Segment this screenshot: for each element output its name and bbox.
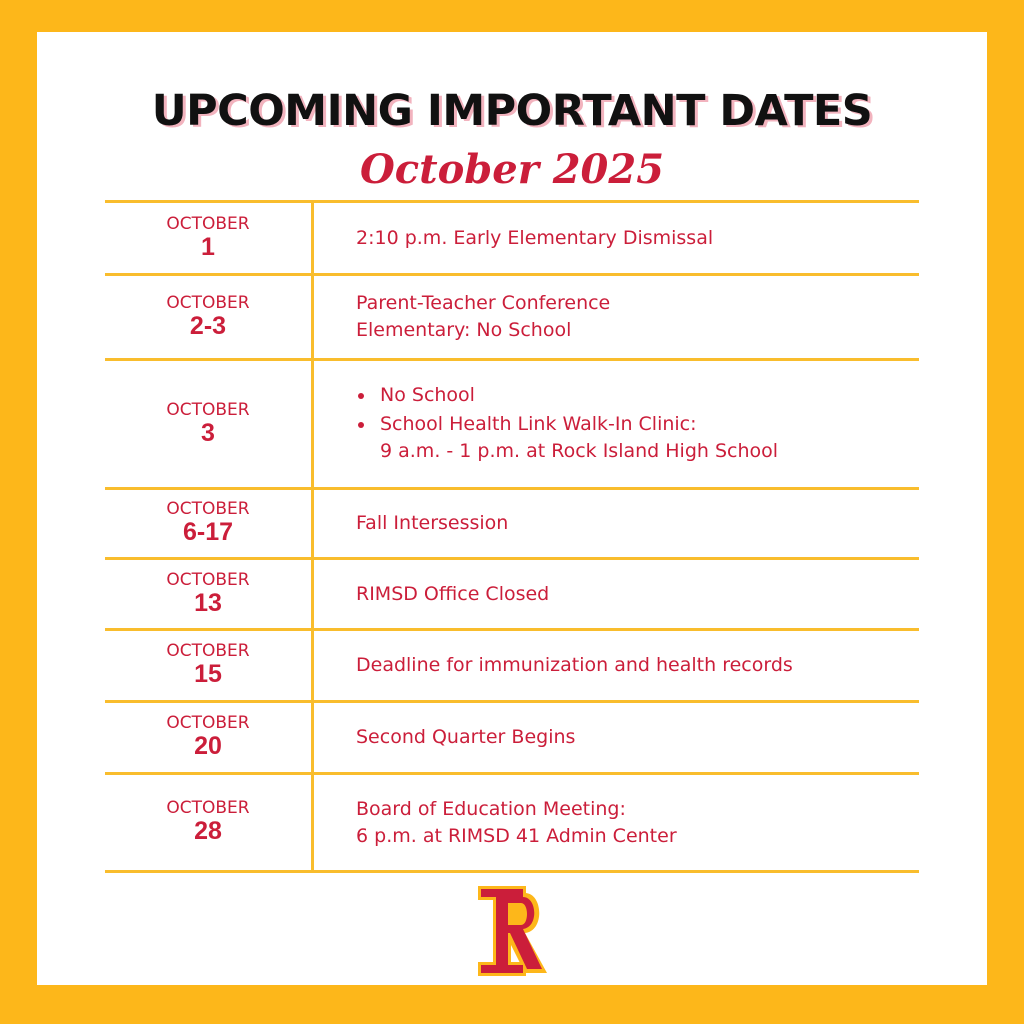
event-text: Fall Intersession xyxy=(356,512,509,534)
bullet-line: 9 a.m. - 1 p.m. at Rock Island High School xyxy=(380,439,779,462)
date-month: OCTOBER xyxy=(166,798,250,819)
date-cell xyxy=(105,361,314,487)
date-cell xyxy=(105,276,314,358)
date-day: 2-3 xyxy=(189,311,227,340)
date-month: OCTOBER xyxy=(166,399,250,420)
event-text: Deadline for immunization and health records xyxy=(356,654,793,676)
event-text: Elementary: No School xyxy=(356,319,572,341)
table-row xyxy=(105,703,919,775)
event-cell xyxy=(314,560,919,628)
event-cell xyxy=(314,203,919,273)
date-day: 28 xyxy=(194,817,222,846)
event-text: RIMSD Office Closed xyxy=(356,582,550,605)
event-cell xyxy=(314,631,919,700)
table-row xyxy=(105,490,919,560)
table-row xyxy=(105,203,919,276)
page-title: UPCOMING IMPORTANT DATES xyxy=(151,86,873,136)
date-cell xyxy=(105,703,314,772)
date-cell xyxy=(105,631,314,700)
event-text: Parent-Teacher Conference xyxy=(356,292,611,314)
date-month: OCTOBER xyxy=(166,292,250,313)
event-text: Second Quarter Begins xyxy=(356,726,576,748)
event-cell xyxy=(314,775,919,870)
ri-monogram-logo xyxy=(477,885,547,977)
date-month: OCTOBER xyxy=(166,641,250,662)
table-row xyxy=(105,775,919,873)
date-month: OCTOBER xyxy=(166,713,250,734)
date-cell xyxy=(105,203,314,273)
table-row xyxy=(105,276,919,361)
date-month: OCTOBER xyxy=(166,499,250,520)
event-cell xyxy=(314,276,919,358)
bullet-item: No School xyxy=(356,382,919,409)
date-day: 15 xyxy=(194,660,222,689)
bullet-item xyxy=(356,411,919,465)
event-text: Board of Education Meeting: xyxy=(356,797,626,820)
date-cell xyxy=(105,560,314,628)
event-bullet-list xyxy=(356,382,919,467)
date-day: 6-17 xyxy=(182,518,234,547)
event-text: 2:10 p.m. Early Elementary Dismissal xyxy=(356,226,714,249)
event-cell xyxy=(314,361,919,487)
table-row xyxy=(105,361,919,490)
date-day: 1 xyxy=(201,232,215,261)
table-row xyxy=(105,631,919,703)
table-row xyxy=(105,560,919,631)
event-text: 6 p.m. at RIMSD 41 Admin Center xyxy=(356,824,677,847)
event-cell xyxy=(314,490,919,557)
event-cell xyxy=(314,703,919,772)
date-day: 3 xyxy=(201,418,215,447)
bullet-line: School Health Link Walk-In Clinic: xyxy=(380,412,697,435)
date-month: OCTOBER xyxy=(166,569,250,590)
date-cell xyxy=(105,775,314,870)
date-day: 20 xyxy=(194,732,222,761)
dates-table xyxy=(105,200,919,873)
date-month: OCTOBER xyxy=(166,213,250,234)
page-subtitle: October 2025 xyxy=(359,146,665,193)
date-cell xyxy=(105,490,314,557)
date-day: 13 xyxy=(194,588,222,617)
